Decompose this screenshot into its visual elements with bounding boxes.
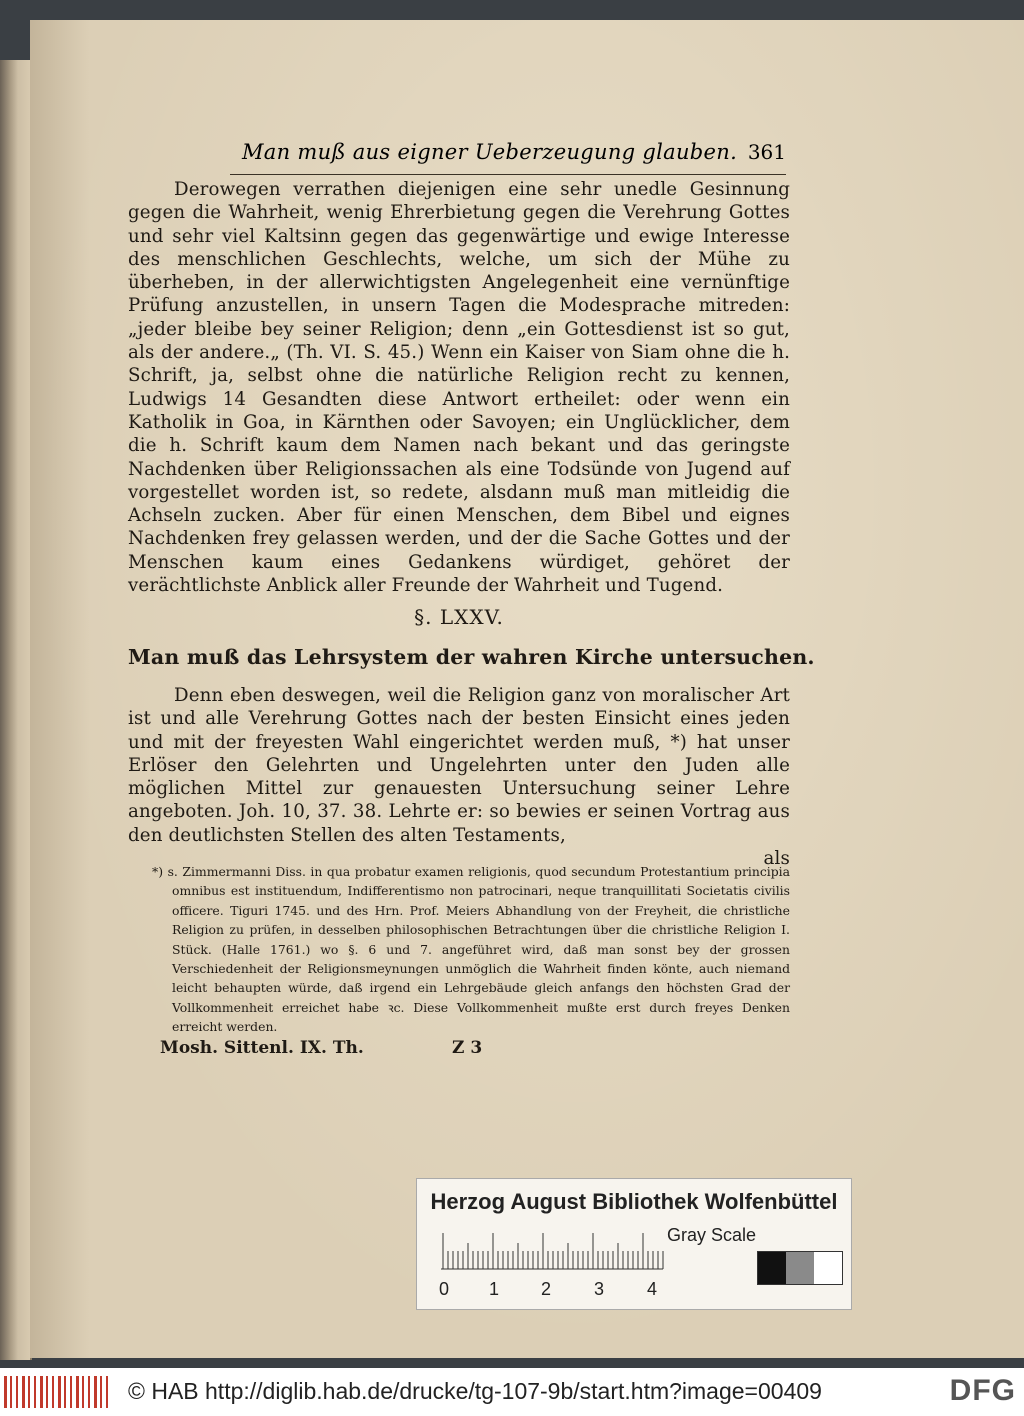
scale-number: 1	[489, 1279, 500, 1299]
scale-number: 3	[594, 1279, 605, 1299]
barcode-stripe	[76, 1376, 79, 1408]
barcode-stripe	[82, 1376, 84, 1408]
color-calibration-card	[416, 1178, 852, 1310]
swatch-mid	[786, 1252, 814, 1284]
barcode-stripe	[88, 1376, 90, 1408]
paragraph-1-text: Derowegen verrathen diejenigen eine sehr unedle Gesinnung gegen die Wahrheit, wenig Ehrerbietung gegen die Verehrung Gottes und sehr viel Kaltsinn gegen das gegenwärtige und ewige Interesse des menschlichen Geschlechts, welche, um sich der Mühe zu überheben, in der allerwichtigsten Angelegenheit eine vernünftige Prüfung anzustellen, in unsern Tagen die Modesprache mitreden: „jeder bleibe bey seiner Religion; denn „ein Gottesdienst ist so gut, als der andere.„ (Th. VI. S. 45.) Wenn ein Kaiser von Siam ohne die h. Schrift, ja, selbst ohne die natürliche Religion recht zu kennen, Ludwigs 14 Gesandten diese Antwort ertheilet: oder wenn ein Katholik in Goa, in Kärnthen oder Savoyen; ein Unglücklicher, dem die h. Schrift kaum dem Namen nach bekant und das geringste Nachdenken über Religionssachen als eine Todsünde von Jugend auf vorgestellet worden ist, so redete, alsdann muß man mitleidig die Achseln zucken. Aber für einen Menschen, dem Bibel und eignes Nachdenken frey gelassen werden, und der die Sache Gottes und der Menschen kaum eines Gedankens würdiget, gehöret der verächtlichste Anblick aller Freunde der Wahrheit und Tugend.	[128, 179, 790, 597]
library-name: Herzog August Bibliothek Wolfenbüttel	[430, 1189, 838, 1214]
barcode-stripe	[52, 1376, 54, 1408]
scale-number: 2	[541, 1279, 552, 1299]
scale-numbers	[439, 1279, 669, 1303]
scale-number: 0	[439, 1279, 450, 1299]
swatch-dark	[758, 1252, 786, 1284]
scale-ruler	[439, 1229, 669, 1275]
barcode-stripe	[64, 1376, 66, 1408]
catchword: als	[763, 848, 790, 870]
barcode-stripe	[4, 1376, 7, 1408]
barcode-stripe	[100, 1376, 102, 1408]
paragraph-1	[128, 178, 790, 597]
barcode-stripe	[46, 1376, 48, 1408]
dfg-logo: DFG	[949, 1374, 1016, 1407]
footnote	[152, 862, 790, 1037]
section-title: Man muß das Lehrsystem der wahren Kirche untersuchen.	[128, 645, 815, 669]
barcode-stripe	[10, 1376, 12, 1408]
gray-scale-swatch	[757, 1251, 843, 1285]
barcode-icon	[4, 1376, 114, 1408]
barcode-stripe	[34, 1376, 36, 1408]
book-spine	[0, 60, 32, 1360]
page-number: 361	[747, 140, 786, 164]
barcode-stripe	[58, 1376, 61, 1408]
barcode-stripe	[94, 1376, 97, 1408]
gray-scale-label: Gray Scale	[667, 1225, 757, 1245]
scale-number: 4	[647, 1279, 658, 1299]
paragraph-2-text: Denn eben deswegen, weil die Religion ganz von moralischer Art ist und alle Verehrung Gottes nach der besten Einsicht eines jeden und mit der freyesten Wahl eingerichtet werden muß, *) hat unser Erlöser den Gelehrten und Ungelehrten unter den Juden alle möglichen Mittel zur genauesten Untersuchung seiner Lehre angeboten. Joh. 10, 37. 38. Lehrte er: so bewies er seinen Vortrag aus den deutlichsten Stellen des alten Testaments,	[128, 685, 790, 846]
signature-text: Mosh. Sittenl. IX. Th.	[160, 1038, 364, 1058]
barcode-stripe	[16, 1376, 18, 1408]
footer-bar	[0, 1368, 1024, 1416]
swatch-light	[814, 1252, 842, 1284]
barcode-stripe	[22, 1376, 25, 1408]
barcode-stripe	[106, 1376, 108, 1408]
barcode-stripe	[70, 1376, 72, 1408]
footnote-text: *) s. Zimmermanni Diss. in qua probatur examen religionis, quod secundum Protestantium principia omnibus est instituendum, Indifferentismo non patrocinari, neque tranquillitati Societatis civilis officere. Tiguri 1745. und des Hrn. Prof. Meiers Abhandlung von der Freyheit, die christliche Religion zu prüfen, in desselben philosophischen Betrachtungen über die christliche Religion I. Stück. (Halle 1761.) wo §. 6 und 7. angeführet wird, daß man sonst bey der grossen Verschiedenheit der Religionsmeynungen unmöglich die Wahrheit finden könte, auch niemand leicht behaupten würde, daß irgend ein Lehrgebäude gleich anfangs den höchsten Grad der Vollkommenheit erreichet habe ꝛc. Diese Vollkommenheit mußte erst durch freyes Denken erreicht werden.	[152, 864, 790, 1035]
running-title: Man muß aus eigner Ueberzeugung glauben.	[242, 140, 738, 164]
signature-line	[160, 1038, 490, 1058]
running-head	[230, 138, 786, 175]
barcode-stripe	[28, 1376, 30, 1408]
copyright-link[interactable]: © HAB http://diglib.hab.de/drucke/tg-107-9b/start.htm?image=00409	[128, 1378, 822, 1404]
barcode-stripe	[40, 1376, 43, 1408]
section-number: §. LXXV.	[414, 605, 504, 629]
paragraph-2	[128, 684, 790, 870]
signature-mark: Z 3	[452, 1038, 483, 1058]
